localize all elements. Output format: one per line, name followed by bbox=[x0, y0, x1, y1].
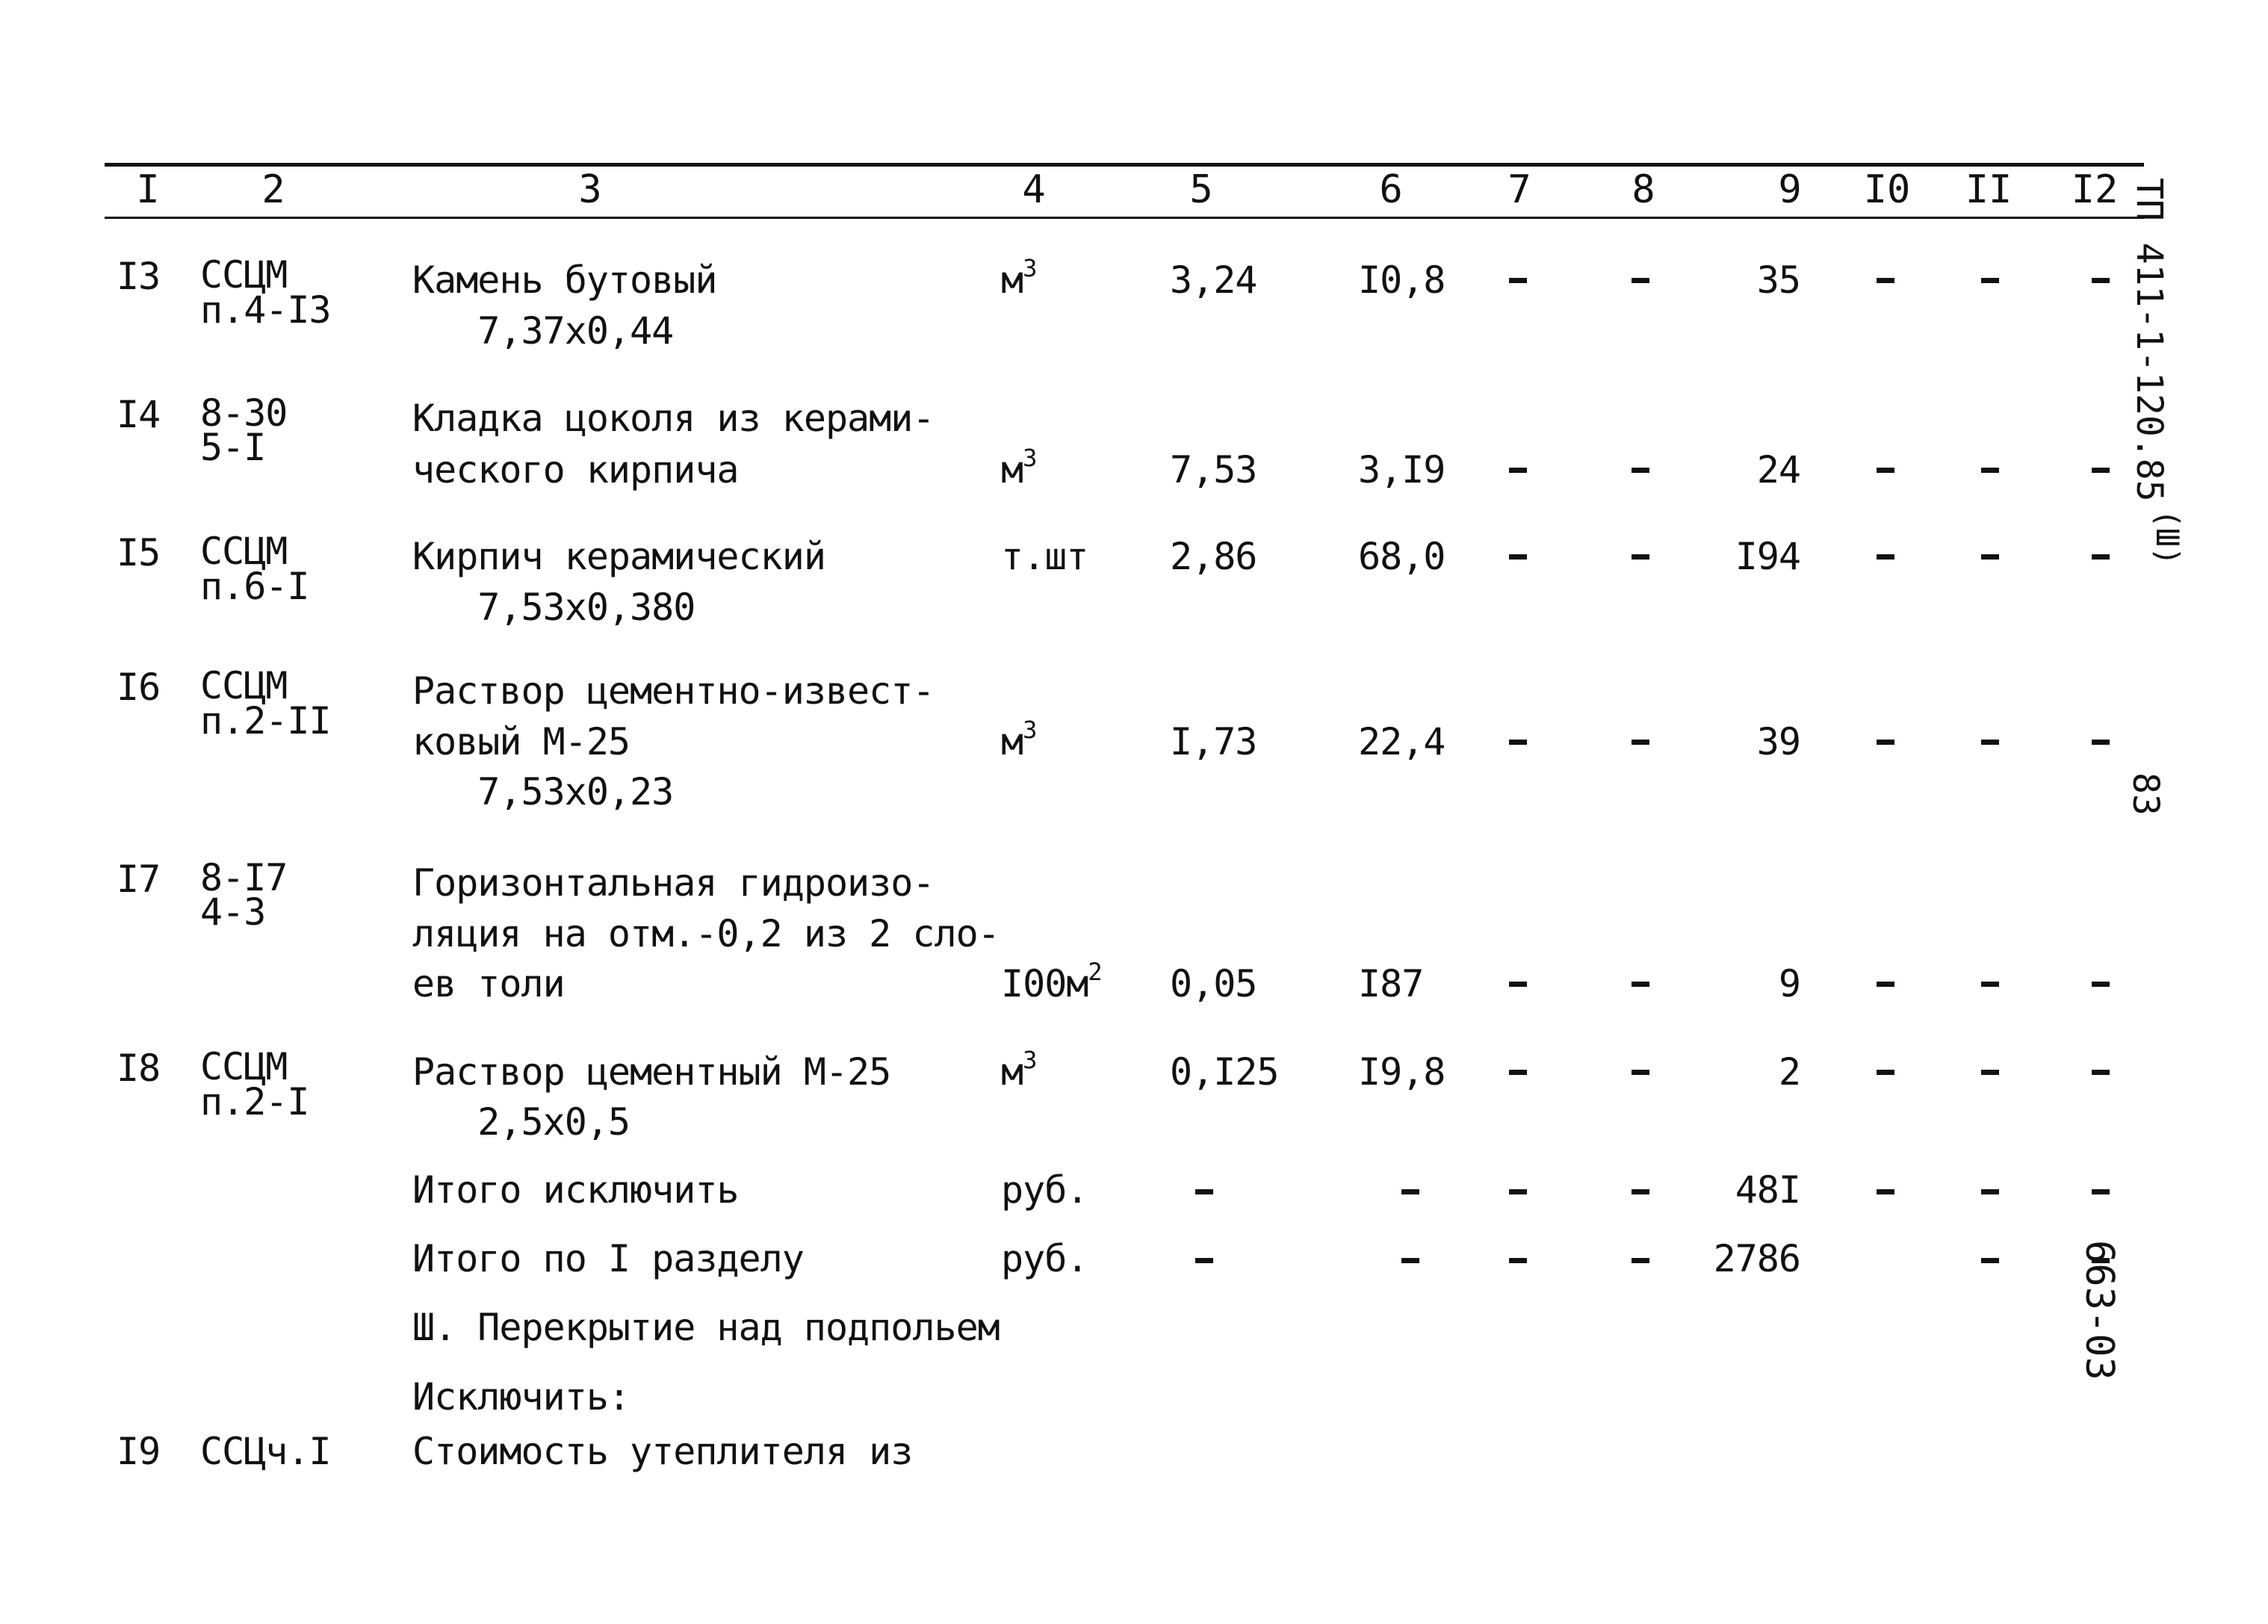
row-description-line-1: Горизонтальная гидроизо- bbox=[412, 861, 935, 905]
dash-mark bbox=[1509, 468, 1527, 473]
dash-mark bbox=[1509, 554, 1527, 560]
row-number: I8 bbox=[117, 1047, 161, 1090]
album-number: 663-03 bbox=[2077, 1240, 2122, 1380]
row-description-line-1: Кирпич керамический bbox=[412, 535, 825, 578]
total-section-col9: 2786 bbox=[1713, 1237, 1800, 1280]
row-col9: I94 bbox=[1735, 535, 1800, 578]
dash-mark bbox=[1632, 740, 1649, 745]
row-number: I6 bbox=[117, 666, 161, 709]
col-header-1: I bbox=[136, 167, 160, 212]
dash-mark bbox=[1509, 1070, 1527, 1075]
col-header-10: I0 bbox=[1863, 167, 1911, 212]
row-number: I4 bbox=[117, 393, 161, 436]
total-exclude-label: Итого исключить bbox=[412, 1168, 739, 1212]
dash-mark bbox=[1877, 1189, 1894, 1194]
col-header-4: 4 bbox=[1022, 167, 1046, 212]
row-col6: 68,0 bbox=[1358, 535, 1446, 578]
row-col9: 9 bbox=[1778, 962, 1800, 1005]
dash-mark bbox=[1632, 1070, 1649, 1075]
doc-code: ТП 411-1-120.85 bbox=[2128, 178, 2170, 502]
row-code-line-1: ССЦМ bbox=[200, 1045, 288, 1088]
dash-mark bbox=[1401, 1258, 1419, 1263]
dash-mark bbox=[1195, 1189, 1213, 1194]
header-top-rule bbox=[105, 163, 2144, 167]
row-col5: 2,86 bbox=[1170, 535, 1257, 578]
row-unit: $I00м^2$ bbox=[1001, 958, 1103, 1005]
dash-mark bbox=[1509, 1189, 1527, 1194]
row-col6: I0,8 bbox=[1358, 258, 1446, 302]
dash-mark bbox=[1195, 1258, 1213, 1263]
dash-mark bbox=[1877, 1070, 1894, 1075]
row-number: I3 bbox=[117, 255, 161, 298]
row-description-line-2: ковый М-25 bbox=[412, 720, 630, 763]
row-description-line-1: Камень бутовый bbox=[412, 258, 717, 302]
dash-mark bbox=[1509, 982, 1527, 987]
dash-mark bbox=[1632, 468, 1649, 473]
row-number: I7 bbox=[117, 858, 161, 901]
row-code-line-1: ССЦМ bbox=[200, 664, 288, 707]
row-unit: $м^3$ bbox=[1001, 444, 1038, 492]
dash-mark bbox=[1877, 740, 1894, 745]
row-code-line-2: 4-3 bbox=[200, 890, 266, 934]
col-header-11: II bbox=[1965, 167, 2013, 212]
dash-mark bbox=[1632, 278, 1649, 283]
row-description-line-1: Раствор цементно-извест- bbox=[412, 669, 935, 713]
row-col6: I9,8 bbox=[1358, 1050, 1446, 1094]
row-col9: 39 bbox=[1756, 720, 1800, 763]
dash-mark bbox=[1632, 1189, 1649, 1194]
row-description-line-1: Раствор цементный М-25 bbox=[412, 1050, 891, 1094]
row-description-line-1: Стоимость утеплителя из bbox=[412, 1430, 913, 1473]
row-description-line-2: 2,5x0,5 bbox=[412, 1100, 630, 1144]
dash-mark bbox=[1981, 1189, 1999, 1194]
col-header-9: 9 bbox=[1778, 167, 1802, 212]
row-code-line-1: 8-30 bbox=[200, 391, 288, 435]
col-header-8: 8 bbox=[1632, 167, 1655, 212]
col-header-2: 2 bbox=[261, 167, 285, 212]
row-code-line-2: 5-I bbox=[200, 426, 266, 469]
total-exclude-col9: 48I bbox=[1735, 1168, 1800, 1212]
col-header-12: I2 bbox=[2071, 167, 2119, 212]
row-unit: $м^3$ bbox=[1001, 716, 1038, 763]
col-header-6: 6 bbox=[1379, 167, 1403, 212]
row-description-line-2: ляция на отм.-0,2 из 2 сло- bbox=[412, 912, 1000, 955]
doc-code-stamp bbox=[2128, 178, 2186, 566]
total-section-unit: руб. bbox=[1001, 1237, 1088, 1280]
row-col5: 7,53 bbox=[1170, 448, 1257, 492]
row-col5: 0,05 bbox=[1170, 962, 1257, 1005]
dash-mark bbox=[1981, 554, 1999, 560]
row-code-line-1: ССЦМ bbox=[200, 253, 288, 297]
row-code-line-2: п.6-I bbox=[200, 565, 309, 608]
dash-mark bbox=[1981, 740, 1999, 745]
dash-mark bbox=[1981, 1070, 1999, 1075]
dash-mark bbox=[1877, 468, 1894, 473]
dash-mark bbox=[1877, 278, 1894, 283]
row-description-line-2: ческого кирпича bbox=[412, 448, 739, 492]
dash-mark bbox=[1509, 1258, 1527, 1263]
header-bottom-rule bbox=[105, 217, 2144, 219]
row-col9: 24 bbox=[1756, 448, 1800, 492]
dash-mark bbox=[1981, 468, 1999, 473]
row-col5: 0,I25 bbox=[1170, 1050, 1279, 1094]
row-description-line-1: Кладка цоколя из керами- bbox=[412, 397, 935, 440]
row-unit: т.шт bbox=[1001, 535, 1088, 578]
row-description-line-2: 7,53x0,380 bbox=[412, 586, 695, 629]
row-unit: $м^3$ bbox=[1001, 1046, 1038, 1094]
row-code-line-2: п.4-I3 bbox=[200, 288, 331, 332]
page-number: 83 bbox=[2125, 772, 2166, 816]
section-title: Ш. Перекрытие над подпольем bbox=[412, 1306, 1000, 1349]
row-col6: 3,I9 bbox=[1358, 448, 1446, 492]
dash-mark bbox=[2092, 982, 2110, 987]
dash-mark bbox=[2092, 1070, 2110, 1075]
total-section-label: Итого по I разделу bbox=[412, 1237, 804, 1280]
dash-mark bbox=[1877, 982, 1894, 987]
row-description-line-3: 7,53x0,23 bbox=[412, 770, 674, 813]
dash-mark bbox=[2092, 554, 2110, 560]
row-code-line-1: ССЦч.I bbox=[200, 1430, 331, 1473]
dash-mark bbox=[2092, 468, 2110, 473]
dash-mark bbox=[1981, 1258, 1999, 1263]
row-number: I5 bbox=[117, 531, 161, 574]
dash-mark bbox=[1877, 554, 1894, 560]
col-header-7: 7 bbox=[1508, 167, 1531, 212]
dash-mark bbox=[1401, 1189, 1419, 1194]
row-description-line-2: 7,37x0,44 bbox=[412, 309, 674, 353]
row-number: I9 bbox=[117, 1430, 161, 1473]
dash-mark bbox=[1632, 982, 1649, 987]
doc-part: (Ш) bbox=[2149, 509, 2186, 566]
col-header-5: 5 bbox=[1189, 167, 1213, 212]
dash-mark bbox=[1632, 1258, 1649, 1263]
dash-mark bbox=[2092, 1189, 2110, 1194]
row-col6: 22,4 bbox=[1358, 720, 1446, 763]
row-code-line-2: п.2-II bbox=[200, 699, 331, 743]
dash-mark bbox=[1509, 740, 1527, 745]
col-header-3: 3 bbox=[578, 167, 602, 212]
total-exclude-unit: руб. bbox=[1001, 1168, 1088, 1212]
dash-mark bbox=[1981, 278, 1999, 283]
dash-mark bbox=[1632, 554, 1649, 560]
row-col9: 35 bbox=[1756, 258, 1800, 302]
row-col9: 2 bbox=[1778, 1050, 1800, 1094]
row-code-line-1: 8-I7 bbox=[200, 856, 288, 899]
dash-mark bbox=[1509, 278, 1527, 283]
dash-mark bbox=[2092, 740, 2110, 745]
row-description-line-3: ев толи bbox=[412, 962, 565, 1005]
row-col5: 3,24 bbox=[1170, 258, 1257, 302]
exclude-label: Исключить: bbox=[412, 1375, 630, 1419]
dash-mark bbox=[2092, 278, 2110, 283]
dash-mark bbox=[1981, 982, 1999, 987]
row-col5: I,73 bbox=[1170, 720, 1257, 763]
row-code-line-2: п.2-I bbox=[200, 1080, 309, 1124]
row-code-line-1: ССЦМ bbox=[200, 530, 288, 573]
row-unit: $м^3$ bbox=[1001, 254, 1038, 302]
row-col6: I87 bbox=[1358, 962, 1424, 1005]
